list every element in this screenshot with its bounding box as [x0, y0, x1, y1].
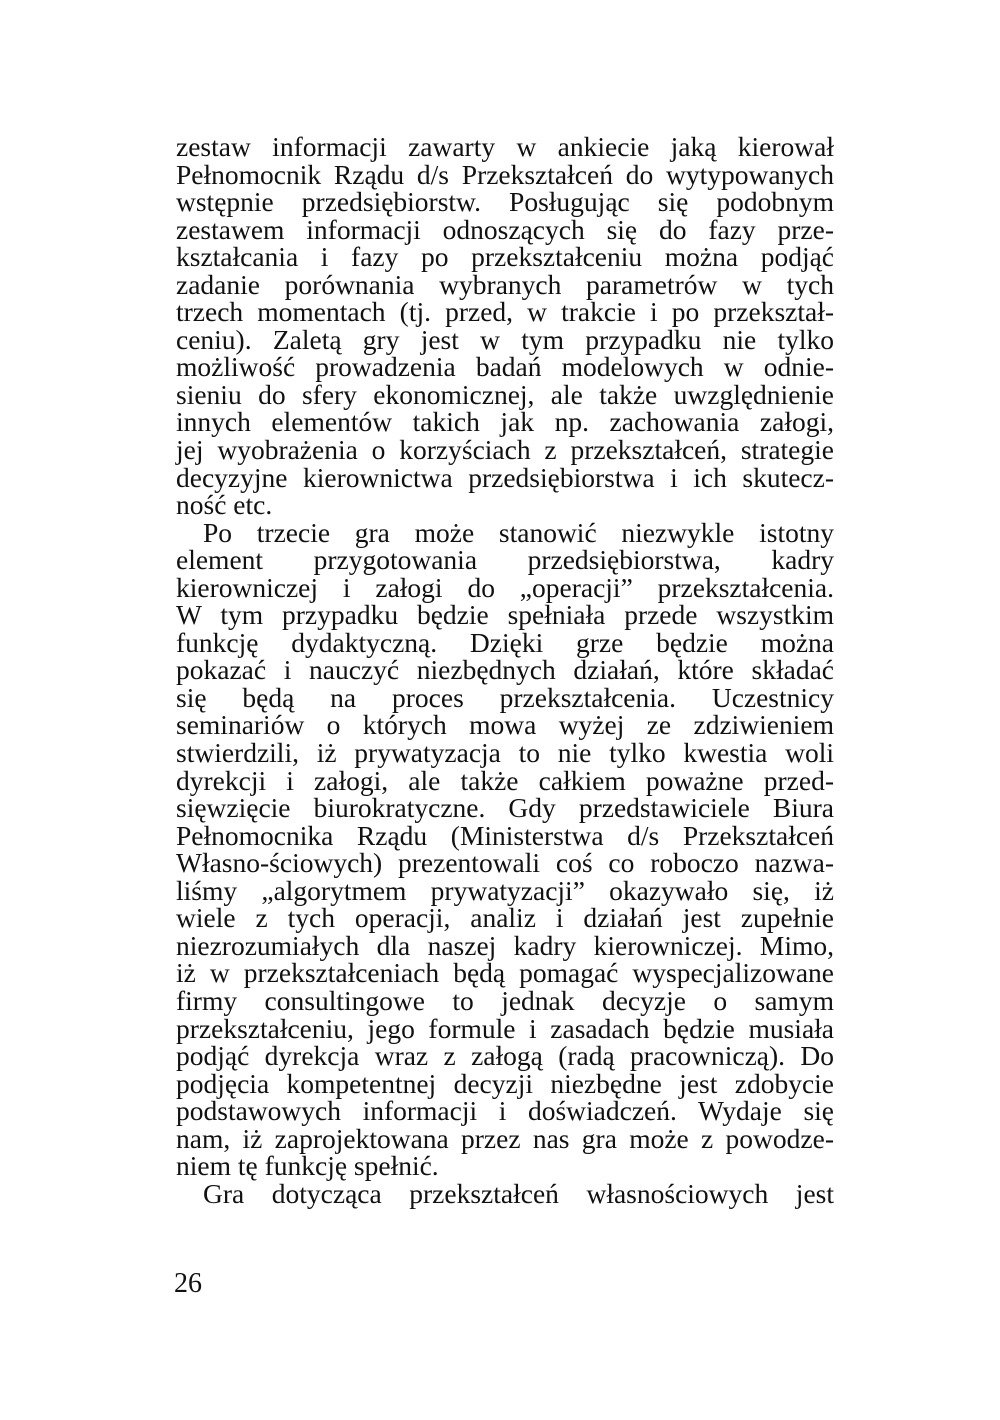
text-line: podjęcia kompetentnej decyzji niezbędne jest zdobycie [176, 1067, 834, 1099]
text-line: W tym przypadku będzie spełniała przede wszystkim [176, 599, 834, 631]
text-line: pokazać i nauczyć niezbędnych działań, które składać [176, 654, 834, 686]
text-line: możliwość prowadzenia badań modelowych w odnie- [176, 351, 834, 383]
text-line: dyrekcji i załogi, ale także całkiem poważne przed- [176, 764, 834, 796]
text-line: sieniu do sfery ekonomicznej, ale także uwzględnienie [176, 378, 834, 410]
text-line: zadanie porównania wybranych parametrów w tych [176, 268, 834, 300]
text-line: przekształceniu, jego formule i zasadach będzie musiała [176, 1012, 834, 1044]
text-line: zestawem informacji odnoszących się do fazy prze- [176, 213, 834, 245]
text-line: Pełnomocnika Rządu (Ministerstwa d/s Przekształceń [176, 819, 834, 851]
text-line: sięwzięcie biurokratyczne. Gdy przedstawiciele Biura [176, 792, 834, 824]
text-line: iż w przekształceniach będą pomagać wyspecjalizowane [176, 957, 834, 989]
body-text [176, 133, 834, 1207]
text-line: firmy consultingowe to jednak decyzje o samym [176, 984, 834, 1016]
text-line: decyzyjne kierownictwa przedsiębiorstwa i ich skutecz- [176, 461, 834, 493]
text-line: Pełnomocnik Rządu d/s Przekształceń do wytypowanych [176, 158, 834, 190]
text-line: się będą na proces przekształcenia. Uczestnicy [176, 681, 834, 713]
text-line: zestaw informacji zawarty w ankiecie jaką kierował [176, 131, 834, 162]
text-line: funkcję dydaktyczną. Dzięki grze będzie można [176, 626, 834, 658]
text-line: podstawowych informacji i doświadczeń. Wydaje się [176, 1095, 834, 1127]
text-line: kształcania i fazy po przekształceniu można podjąć [176, 241, 834, 273]
text-line: liśmy „algorytmem prywatyzacji” okazywało się, iż [176, 874, 834, 906]
text-line: niem tę funkcję spełnić. [176, 1150, 439, 1182]
text-line: podjąć dyrekcja wraz z załogą (radą pracowniczą). Do [176, 1040, 834, 1072]
text-line: seminariów o których mowa wyżej ze zdziwieniem [176, 709, 834, 741]
text-line: Gra dotycząca przekształceń własnościowych jest [203, 1177, 834, 1209]
text-line: Własno-ściowych) prezentowali coś co roboczo nazwa- [176, 847, 834, 879]
text-line: jej wyobrażenia o korzyściach z przekształceń, strategie [176, 434, 834, 466]
text-line: kierowniczej i załogi do „operacji” przekształcenia. [176, 571, 834, 603]
text-line: innych elementów takich jak np. zachowania załogi, [176, 406, 834, 438]
text-line: stwierdzili, iż prywatyzacja to nie tylko kwestia woli [176, 737, 834, 769]
paragraph-3 [176, 1177, 834, 1209]
text-line: niezrozumiałych dla naszej kadry kierowniczej. Mimo, [176, 929, 834, 961]
page-number: 26 [174, 1268, 202, 1299]
text-line: nam, iż zaprojektowana przez nas gra może z powodze- [176, 1122, 834, 1154]
text-line: ność etc. [176, 489, 273, 521]
text-line: wiele z tych operacji, analiz i działań jest zupełnie [176, 902, 834, 934]
text-line: element przygotowania przedsiębiorstwa, kadry [176, 544, 834, 576]
text-line: trzech momentach (tj. przed, w trakcie i po przekształ- [176, 296, 834, 328]
paragraph-2 [176, 516, 834, 1182]
text-line: ceniu). Zaletą gry jest w tym przypadku nie tylko [176, 323, 834, 355]
paragraph-1 [176, 133, 834, 519]
text-line: Po trzecie gra może stanowić niezwykle istotny [203, 516, 834, 548]
text-line: wstępnie przedsiębiorstw. Posługując się podobnym [176, 186, 834, 218]
